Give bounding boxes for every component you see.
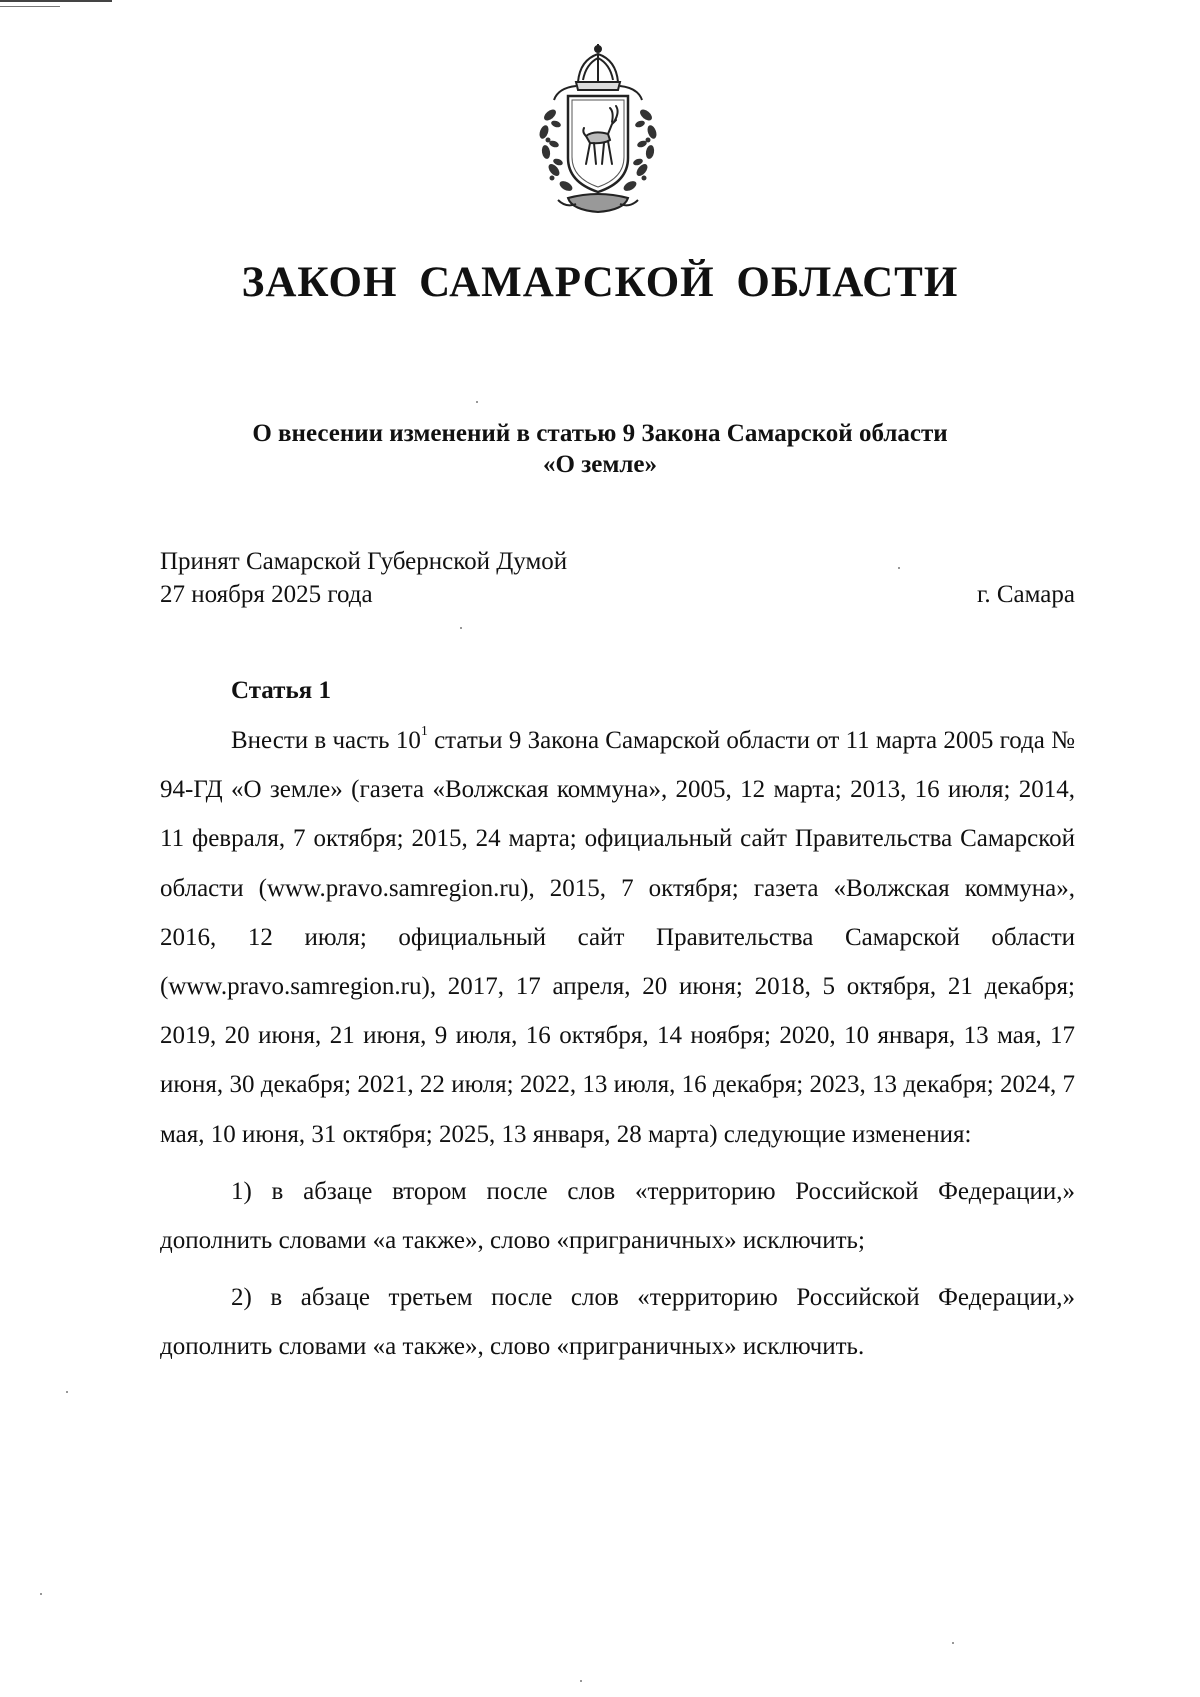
paragraph-text: Внести в часть 10 xyxy=(231,727,421,754)
scan-edge-mark xyxy=(0,6,60,7)
adopted-by: Принят Самарской Губернской Думой xyxy=(160,548,568,575)
scan-speck xyxy=(476,401,478,403)
superscript: 1 xyxy=(420,724,428,739)
scan-speck xyxy=(460,627,462,629)
scan-speck xyxy=(952,1642,954,1644)
coat-of-arms-icon xyxy=(528,40,668,220)
document-title: ЗАКОН САМАРСКОЙ ОБЛАСТИ xyxy=(241,259,959,306)
scan-speck xyxy=(898,567,900,569)
article-body xyxy=(160,716,1075,1372)
scan-speck xyxy=(580,1680,582,1682)
adopted-date: 27 ноября 2025 года xyxy=(160,581,373,608)
document-subtitle xyxy=(0,418,1200,480)
subtitle-line: «О земле» xyxy=(543,451,657,478)
adoption-info xyxy=(160,545,567,611)
scan-speck xyxy=(40,1593,42,1595)
subtitle-line: О внесении изменений в статью 9 Закона Самарской области xyxy=(252,420,948,447)
paragraph xyxy=(160,716,1075,1159)
list-item: 2) в абзаце третьем после слов «территорию Российской Федерации,» дополнить словами «а также», слово «приграничных» исключить. xyxy=(160,1284,1075,1361)
city: г. Самара xyxy=(976,581,1075,608)
paragraph-text: статьи 9 Закона Самарской области от 11 марта 2005 года № 94-ГД «О земле» (газета «Волжская коммуна», 2005, 12 марта; 2013, 16 июля; 2014, 11 февраля, 7 октября; 2015, 24 марта; официальный сайт Правительства Самарской области (www.pravo.samregion.ru), 2015, 7 октября; газета «Волжская коммуна», 2016, 12 июля; официальный сайт Правительства Самарской области (www.pravo.samregion.ru), 2017, 17 апреля, 20 июня; 2018, 5 октября, 21 декабря; 2019, 20 июня, 21 июня, 9 июля, 16 октября, 14 ноября; 2020, 10 января, 13 мая, 17 июня, 30 декабря; 2021, 22 июля; 2022, 13 июля, 16 декабря; 2023, 13 декабря; 2024, 7 мая, 10 июня, 31 октября; 2025, 13 января, 28 марта) следующие изменения: xyxy=(160,727,1075,1148)
article-heading: Статья 1 xyxy=(231,677,331,704)
list-item: 1) в абзаце втором после слов «территорию Российской Федерации,» дополнить словами «а также», слово «приграничных» исключить; xyxy=(160,1177,1075,1255)
scan-speck xyxy=(66,1391,68,1393)
scan-edge-mark xyxy=(0,0,112,2)
